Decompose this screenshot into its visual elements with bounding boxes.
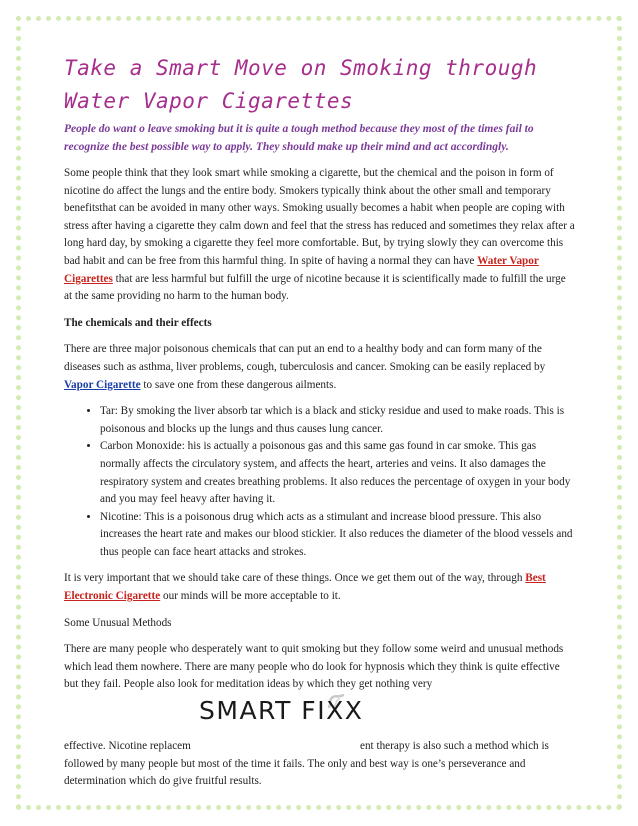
intro-paragraph: People do want o leave smoking but it is quite a tough method because they most of the times fail to recognize the best possible way to apply. They should make up their mind and act accordingly.	[64, 123, 534, 153]
logo-text: SMART FIXX	[199, 696, 364, 726]
paragraph-1	[64, 165, 576, 306]
vapor-cigarette-link[interactable]: Vapor Cigarette	[64, 378, 141, 391]
paragraph-5-right: ent therapy is also such a method which is	[360, 740, 549, 753]
best-electronic-cigarette-link[interactable]: Best Electronic Cigarette	[64, 572, 546, 603]
paragraph-3-text-a: It is very important that we should take care of these things. Once we get them out of the way, through	[64, 572, 526, 585]
paragraph-2-text-a: There are three major poisonous chemicals that can put an end to a healthy body and can form many of the diseases such as asthma, liver problems, cough, tuberculosis and cancer. Smoking can be easily replaced by	[64, 343, 546, 373]
paragraph-4: There are many people who desperately want to quit smoking but they follow some weird and unusual methods which lead them nowhere. There are many people who do look for hypnosis which they think is quite effective but they fail. People also look for meditation ideas by which they get nothing very	[64, 643, 564, 691]
list-item: • Nicotine: This is a poisonous drug which acts as a stimulant and increase blood pressure. This also increases the heart rate and makes our blood stickier. It also reduces the diameter of the blood vessels and thus people can face heart attacks and strokes.	[100, 509, 576, 562]
section-heading-chemicals: The chemicals and their effects	[64, 316, 212, 329]
title-line-2: Water Vapor Cigarettes	[64, 89, 354, 113]
article	[64, 52, 576, 800]
section-heading-unusual-methods: Some Unusual Methods	[64, 616, 172, 629]
paragraph-2-text-b: to save one from these dangerous ailments.	[140, 378, 337, 391]
paragraph-5-left: effective. Nicotine replacem	[64, 740, 191, 753]
paragraph-2	[64, 341, 576, 394]
water-vapor-cigarettes-link[interactable]: Water Vapor Cigarettes	[64, 254, 539, 285]
title-line-1: Take a Smart Move on Smoking through	[64, 56, 538, 80]
chemicals-list	[64, 403, 576, 561]
list-item: • Tar: By smoking the liver absorb tar which is a black and sticky residue and used to make roads. This is poisonous and blocks up the lungs and thus causes lung cancer.	[100, 403, 576, 438]
paragraph-3	[64, 570, 576, 605]
page-title	[64, 52, 576, 118]
paragraph-5-first-line	[64, 738, 576, 756]
smart-fixx-logo	[64, 696, 576, 738]
paragraph-1-text-b: that are less harmful but fulfill the urge of nicotine because it is scientifically made to fulfill the urge at the same providing no harm to the human body.	[64, 272, 566, 303]
paragraph-3-text-b: our minds will be more acceptable to it.	[160, 590, 341, 603]
list-item: • Carbon Monoxide: his is actually a poisonous gas and this same gas found in car smoke. This gas normally affects the circulatory system, and affects the heart, arteries and veins. It also damages the respiratory system and creates breathing problems. It also reduces the percentage of oxygen in your body and you may feel heavy after having it.	[100, 438, 576, 508]
paragraph-5-rest: followed by many people but most of the time it fails. The only and best way is one’s perseverance and determination which do give fruitful results.	[64, 757, 526, 788]
paragraph-1-text-a: Some people think that they look smart while smoking a cigarette, but the chemical and the poison in form of nicotine do affect the lungs and the entire body. Smokers typically think about the other small and temporary benefitsthat can be avoided in many other ways. Smoking usually becomes a habit when people are coping with stress after having a cigarette they calm down and feel that the stress has reduced and sometimes they relax after a long hard day, by smoking a cigarette they feel more comfortable. But, by trying slowly they can overcome this bad habit and can be free from this harmful thing. In spite of having a normal they can have	[64, 167, 575, 267]
